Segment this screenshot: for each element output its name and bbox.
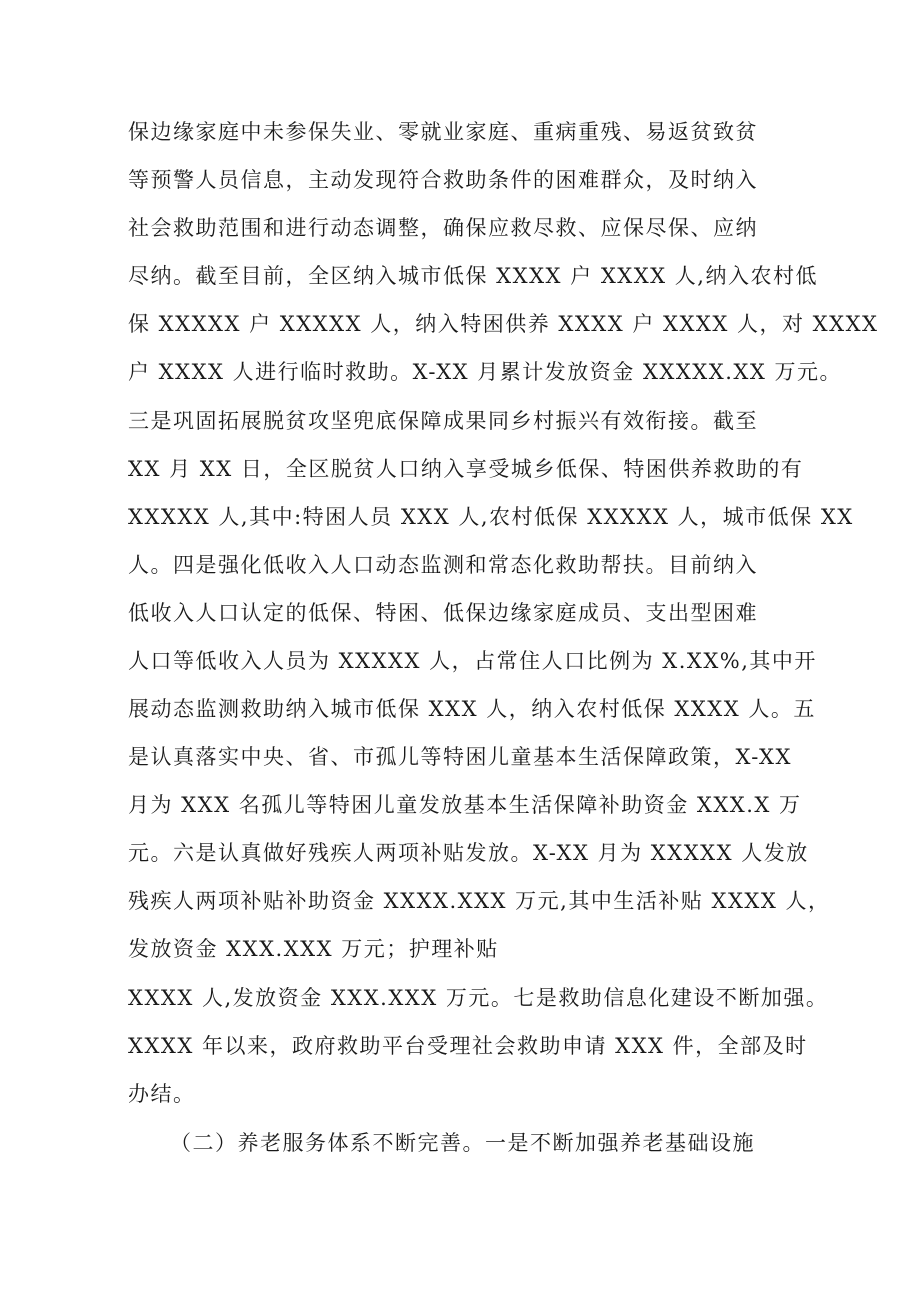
paragraph-line: 月为 XXX 名孤儿等特困儿童发放基本生活保障补助资金 XXX.X 万 (128, 793, 802, 817)
paragraph-line: 三是巩固拓展脱贫攻坚兜底保障成果同乡村振兴有效衔接。截至 (128, 409, 758, 433)
paragraph-line: 尽纳。截至目前，全区纳入城市低保 XXXX 户 XXXX 人,纳入农村低 (128, 264, 818, 288)
paragraph-line: 等预警人员信息，主动发现符合救助条件的困难群众，及时纳入 (128, 168, 758, 192)
paragraph-line: 社会救助范围和进行动态调整，确保应救尽救、应保尽保、应纳 (128, 216, 758, 240)
paragraph-line: 展动态监测救助纳入城市低保 XXX 人，纳入农村低保 XXXX 人。五 (128, 697, 816, 721)
paragraph-line: 户 XXXX 人进行临时救助。X-XX 月累计发放资金 XXXXX.XX 万元。 (128, 360, 842, 384)
paragraph-line: XX 月 XX 日，全区脱贫人口纳入享受城乡低保、特困供养救助的有 (128, 457, 804, 481)
paragraph-line: 人口等低收入人员为 XXXXX 人，占常住人口比例为 X.XX%,其中开 (128, 649, 817, 673)
paragraph-line: 是认真落实中央、省、市孤儿等特困儿童基本生活保障政策，X-XX (128, 745, 792, 769)
paragraph-line: 保边缘家庭中未参保失业、零就业家庭、重病重残、易返贫致贫 (128, 120, 758, 144)
paragraph-line: 残疾人两项补贴补助资金 XXXX.XXX 万元,其中生活补贴 XXXX 人， (128, 889, 831, 913)
paragraph-line: XXXX 年以来，政府救助平台受理社会救助申请 XXX 件，全部及时 (128, 1034, 808, 1058)
section-heading-line: （二）养老服务体系不断完善。一是不断加强养老基础设施 (170, 1131, 755, 1155)
paragraph-line: 人。四是强化低收入人口动态监测和常态化救助帮扶。目前纳入 (128, 553, 758, 577)
paragraph-line: XXXX 人,发放资金 XXX.XXX 万元。七是救助信息化建设不断加强。 (128, 986, 829, 1010)
paragraph-line: 元。六是认真做好残疾人两项补贴发放。X-XX 月为 XXXXX 人发放 (128, 841, 809, 865)
paragraph-line: 低收入人口认定的低保、特困、低保边缘家庭成员、支出型困难 (128, 601, 758, 625)
paragraph-line: 保 XXXXX 户 XXXXX 人，纳入特困供养 XXXX 户 XXXX 人，对 XXXX (128, 312, 879, 336)
paragraph-line: XXXXX 人,其中:特困人员 XXX 人,农村低保 XXXXX 人，城市低保 XX (128, 505, 854, 529)
paragraph-line: 办结。 (128, 1082, 196, 1106)
paragraph-line: 发放资金 XXX.XXX 万元；护理补贴 (128, 937, 499, 961)
